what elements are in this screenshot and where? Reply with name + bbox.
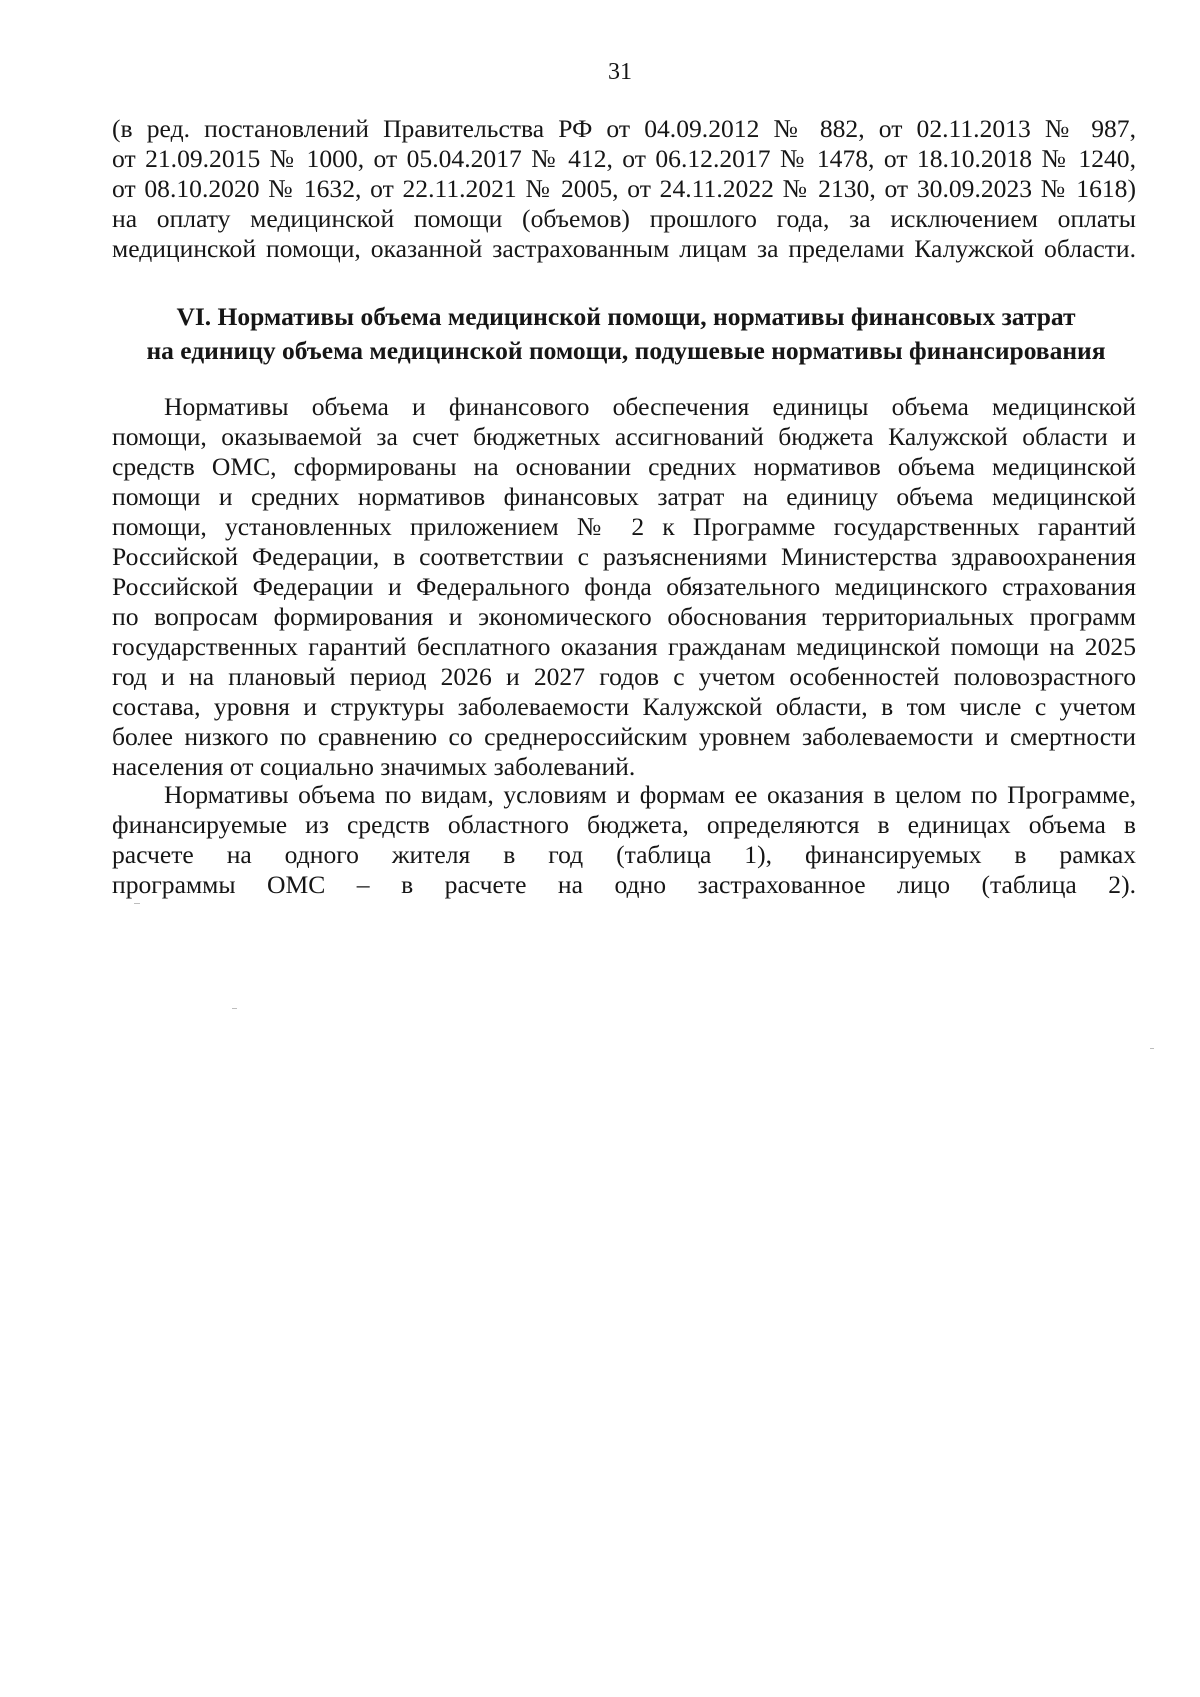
text-line: Российской Федерации и Федерального фонда обязательного медицинского страхования bbox=[112, 572, 1136, 601]
text-line: год и на плановый период 2026 и 2027 годов с учетом особенностей половозрастного bbox=[112, 662, 1136, 691]
text-line: средств ОМС, сформированы на основании средних нормативов объема медицинской bbox=[112, 452, 1136, 481]
section-heading bbox=[100, 300, 1152, 368]
text-line: расчете на одного жителя в год (таблица 1), финансируемых в рамках bbox=[112, 840, 1136, 869]
text-line: медицинской помощи, оказанной застрахованным лицам за пределами Калужской области. bbox=[112, 234, 1136, 263]
text-line: от 21.09.2015 № 1000, от 05.04.2017 № 412, от 06.12.2017 № 1478, от 18.10.2018 № 1240, bbox=[112, 144, 1136, 173]
heading-line: на единицу объема медицинской помощи, подушевые нормативы финансирования bbox=[146, 336, 1106, 365]
text-line: программы ОМС – в расчете на одно застрахованное лицо (таблица 2). bbox=[112, 870, 1136, 899]
text-line: от 08.10.2020 № 1632, от 22.11.2021 № 2005, от 24.11.2022 № 2130, от 30.09.2023 № 1618) bbox=[112, 174, 1136, 203]
text-line: населения от социально значимых заболеваний. bbox=[112, 752, 636, 781]
text-line: финансируемые из средств областного бюджета, определяются в единицах объема в bbox=[112, 810, 1136, 839]
text-line: состава, уровня и структуры заболеваемости Калужской области, в том числе с учетом bbox=[112, 692, 1136, 721]
paragraph-2 bbox=[112, 780, 1136, 900]
scan-artifact bbox=[232, 1008, 237, 1009]
text-line: Нормативы объема по видам, условиям и формам ее оказания в целом по Программе, bbox=[164, 780, 1136, 809]
scan-artifact bbox=[134, 903, 140, 904]
text-line: (в ред. постановлений Правительства РФ от 04.09.2012 № 882, от 02.11.2013 № 987, bbox=[112, 114, 1136, 143]
scan-artifact bbox=[1150, 1048, 1154, 1049]
text-line: на оплату медицинской помощи (объемов) прошлого года, за исключением оплаты bbox=[112, 204, 1136, 233]
text-line: Российской Федерации, в соответствии с разъяснениями Министерства здравоохранения bbox=[112, 542, 1136, 571]
text-line: более низкого по сравнению со среднероссийским уровнем заболеваемости и смертности bbox=[112, 722, 1136, 751]
text-line: Нормативы объема и финансового обеспечения единицы объема медицинской bbox=[164, 392, 1136, 421]
amendment-note bbox=[112, 114, 1136, 264]
text-line: по вопросам формирования и экономического обоснования территориальных программ bbox=[112, 602, 1136, 631]
page-number: 31 bbox=[608, 59, 632, 85]
text-line: помощи, оказываемой за счет бюджетных ассигнований бюджета Калужской области и bbox=[112, 422, 1136, 451]
text-line: помощи, установленных приложением № 2 к Программе государственных гарантий bbox=[112, 512, 1136, 541]
text-line: помощи и средних нормативов финансовых затрат на единицу объема медицинской bbox=[112, 482, 1136, 511]
text-line: государственных гарантий бесплатного оказания гражданам медицинской помощи на 2025 bbox=[112, 632, 1136, 661]
heading-line: VI. Нормативы объема медицинской помощи, нормативы финансовых затрат bbox=[176, 302, 1076, 331]
paragraph-1 bbox=[112, 392, 1136, 782]
